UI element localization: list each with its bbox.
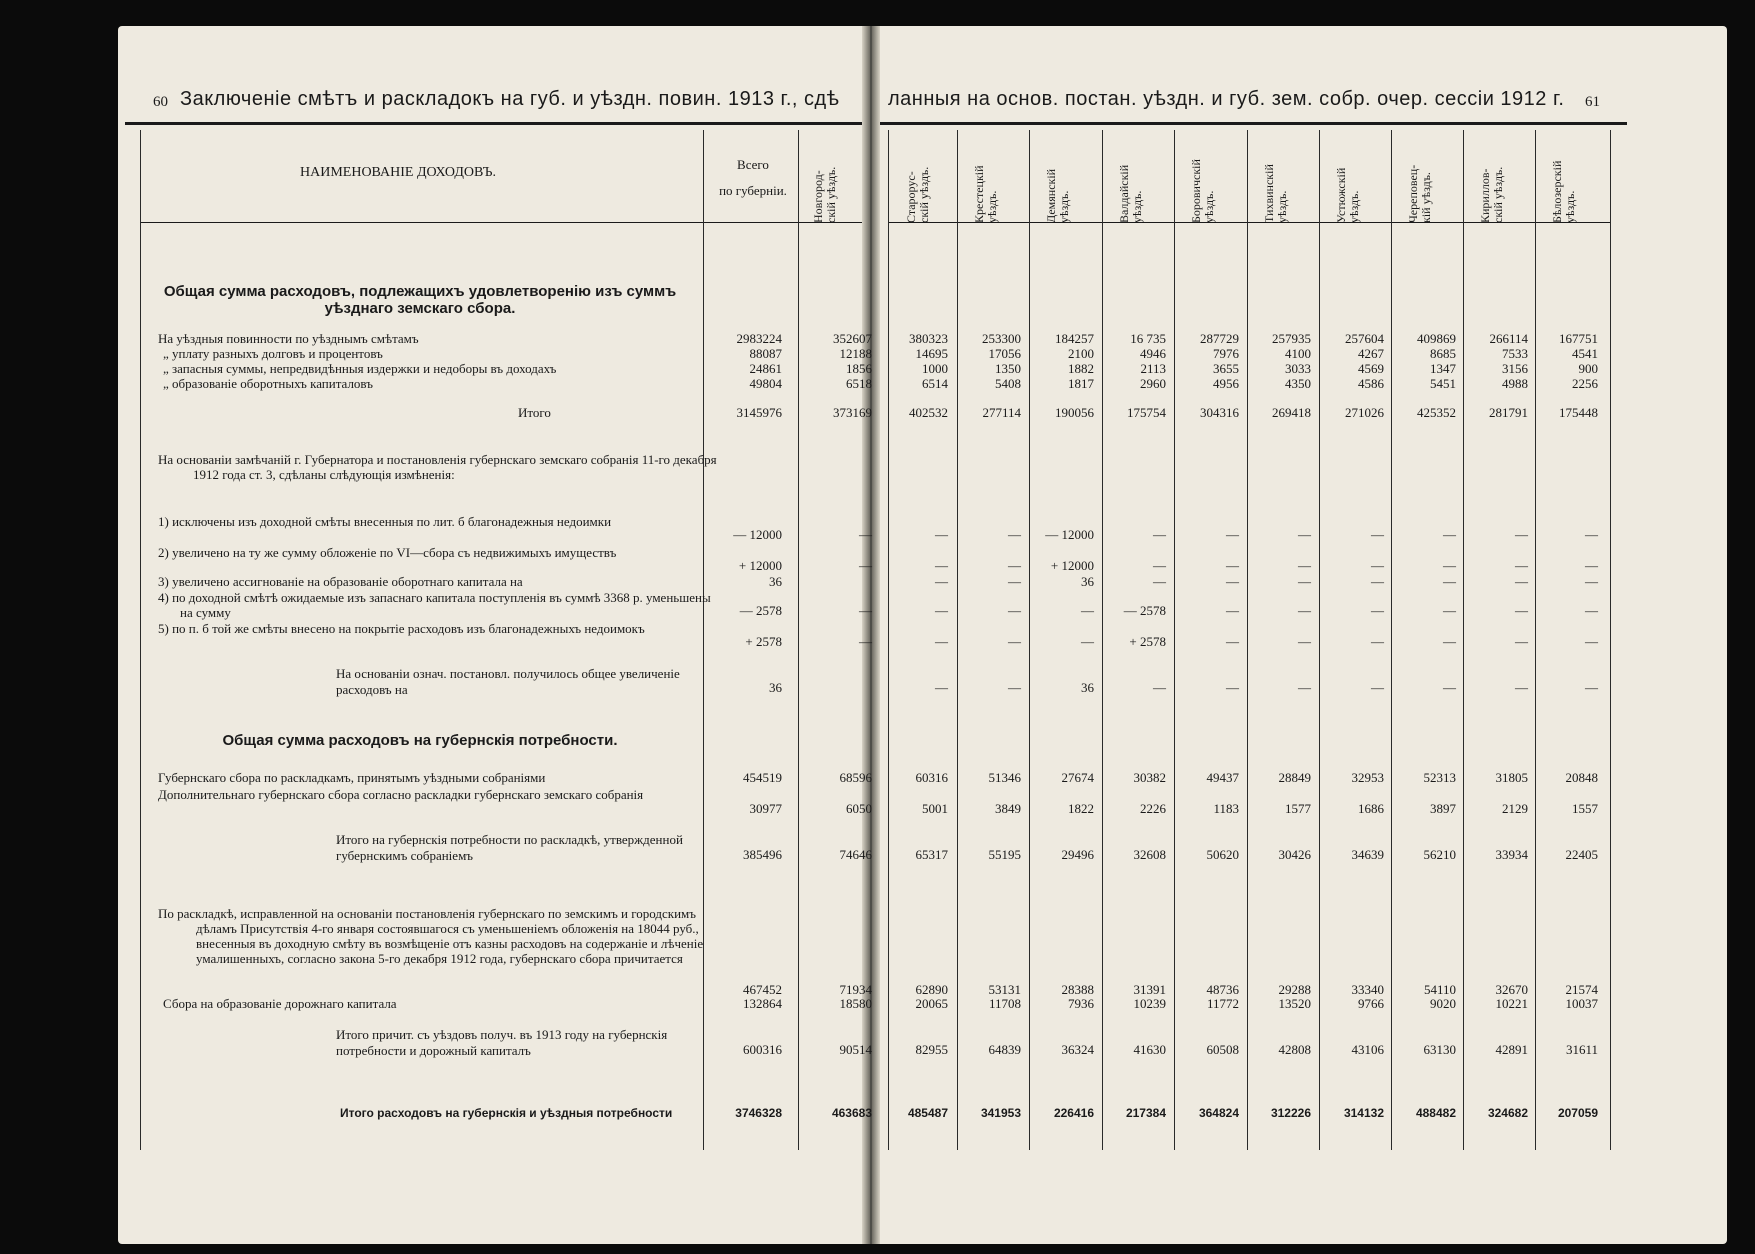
table-cell: 71934 — [839, 982, 872, 997]
table-cell: 24861 — [749, 361, 782, 376]
table-cell: 20065 — [915, 996, 948, 1011]
table-cell: 6514 — [922, 376, 948, 391]
table-cell: 54110 — [1423, 982, 1456, 997]
column-line — [1391, 130, 1392, 1150]
table-cell: — 12000 — [733, 527, 782, 542]
table-cell: — — [1298, 603, 1311, 618]
table-cell: — — [1515, 574, 1528, 589]
table-cell: 4956 — [1213, 376, 1239, 391]
table-cell: 36 — [1081, 680, 1094, 695]
table-cell: — — [1585, 574, 1598, 589]
table-cell: — — [1515, 680, 1528, 695]
table-cell: 600316 — [743, 1042, 782, 1057]
row-label-note: На основаніи замѣчаній г. Губернатора и постановленія губернскаго земскаго собранія 11-го декабря 1912 года ст. 3, сдѣланы слѣдующія измѣненія: — [158, 452, 717, 482]
row-label: 2) увеличено на ту же сумму обложеніе по VI—сбора съ недвижимыхъ имуществъ — [158, 545, 617, 560]
table-cell: 49804 — [749, 376, 782, 391]
table-cell: 312226 — [1270, 1106, 1311, 1120]
row-label: Дополнительнаго губернскаго сбора согласно раскладки губернскаго земскаго собранія — [158, 787, 644, 802]
table-cell: 27674 — [1061, 770, 1094, 785]
table-cell: 1882 — [1068, 361, 1094, 376]
table-cell: — — [1371, 603, 1384, 618]
table-cell: — 2578 — [1123, 603, 1166, 618]
row-label: „ уплату разныхъ долговъ и процентовъ — [163, 346, 383, 361]
total-column-heading: Всего по губерніи. — [719, 157, 787, 198]
table-cell: 28388 — [1061, 982, 1094, 997]
table-cell: — — [1585, 527, 1598, 542]
table-cell: 226416 — [1053, 1106, 1094, 1120]
table-cell: 10037 — [1565, 996, 1598, 1011]
label-column-heading: НАИМЕНОВАНІЕ ДОХОДОВЪ. — [300, 165, 496, 180]
table-cell: — — [1515, 634, 1528, 649]
row-label-total: На основаніи означ. постановл. получилось общее увеличеніе расходовъ на — [336, 666, 680, 697]
table-cell: — — [935, 680, 948, 695]
column-line — [1247, 130, 1248, 1150]
table-cell: 271026 — [1345, 405, 1384, 420]
section-heading-district: Общая сумма расходовъ, подлежащихъ удовлетворенію изъ суммъ уѣзднаго земскаго сбора. — [163, 283, 677, 317]
table-cell: — — [1371, 574, 1384, 589]
table-cell: — — [1443, 558, 1456, 573]
district-heading: Череповец- кій уѣздъ. — [1406, 164, 1433, 223]
table-cell: 287729 — [1200, 331, 1239, 346]
district-heading: Валдайскій уѣздъ. — [1117, 164, 1144, 223]
table-cell: — 12000 — [1045, 527, 1094, 542]
table-cell: — — [1153, 558, 1166, 573]
table-cell: 60508 — [1206, 1042, 1239, 1057]
row-label: „ запасныя суммы, непредвидѣнныя издержки и недоборы въ доходахъ — [163, 361, 557, 376]
table-cell: 5451 — [1430, 376, 1456, 391]
table-cell: 175448 — [1559, 405, 1598, 420]
row-label: 4) по доходной смѣтѣ ожидаемые изъ запаснаго капитала поступленія въ суммѣ 3368 р. уменьшены на сумму — [158, 590, 711, 620]
table-cell: 485487 — [907, 1106, 948, 1120]
table-cell: 2129 — [1502, 801, 1528, 816]
table-cell: 20848 — [1565, 770, 1598, 785]
column-line — [1029, 130, 1030, 1150]
table-cell: 1577 — [1285, 801, 1311, 816]
table-cell: — — [1081, 634, 1094, 649]
table-cell: 463683 — [831, 1106, 872, 1120]
table-cell: 314132 — [1343, 1106, 1384, 1120]
table-cell: 3145976 — [736, 405, 782, 420]
table-cell: 1347 — [1430, 361, 1456, 376]
table-cell: 257604 — [1345, 331, 1384, 346]
column-line — [703, 130, 704, 1150]
table-cell: — — [1008, 603, 1021, 618]
table-cell: — — [1008, 574, 1021, 589]
table-cell: — — [1008, 634, 1021, 649]
table-cell: 900 — [1578, 361, 1598, 376]
row-label-total: Итого — [518, 405, 551, 420]
table-cell: 8685 — [1430, 346, 1456, 361]
left-page-number: 60 — [153, 94, 168, 110]
table-cell: 253300 — [982, 331, 1021, 346]
table-cell: 1350 — [995, 361, 1021, 376]
table-cell: 31805 — [1495, 770, 1528, 785]
table-cell: 277114 — [982, 405, 1021, 420]
table-cell: 11772 — [1206, 996, 1239, 1011]
column-line — [1610, 130, 1611, 1150]
table-cell: — — [1298, 574, 1311, 589]
table-cell: 3033 — [1285, 361, 1311, 376]
table-cell: 1557 — [1572, 801, 1598, 816]
table-cell: — — [1226, 558, 1239, 573]
table-cell: 4586 — [1358, 376, 1384, 391]
table-cell: 2113 — [1140, 361, 1166, 376]
table-cell: + 2578 — [745, 634, 782, 649]
table-cell: 2226 — [1140, 801, 1166, 816]
table-cell: 16 735 — [1130, 331, 1166, 346]
table-cell: 7936 — [1068, 996, 1094, 1011]
column-header-rule-left — [140, 222, 862, 223]
table-cell: 4100 — [1285, 346, 1311, 361]
table-cell: 34639 — [1351, 847, 1384, 862]
table-cell: 56210 — [1423, 847, 1456, 862]
table-cell: 6050 — [846, 801, 872, 816]
table-cell: + 2578 — [1129, 634, 1166, 649]
header-rule-left — [125, 122, 862, 125]
table-cell: 5408 — [995, 376, 1021, 391]
table-cell: 467452 — [743, 982, 782, 997]
row-label: „ образованіе оборотныхъ капиталовъ — [163, 376, 373, 391]
table-cell: — — [859, 603, 872, 618]
table-cell: 190056 — [1055, 405, 1094, 420]
table-cell: — — [1585, 680, 1598, 695]
district-heading: Кириллов- скій уѣздъ. — [1478, 166, 1505, 223]
table-cell: — — [935, 574, 948, 589]
district-heading: Тихвинскій уѣздъ. — [1262, 164, 1289, 223]
table-cell: 2256 — [1572, 376, 1598, 391]
table-cell: 36324 — [1061, 1042, 1094, 1057]
table-cell: 217384 — [1125, 1106, 1166, 1120]
table-cell: 2983224 — [736, 331, 782, 346]
table-cell: 60316 — [915, 770, 948, 785]
table-cell: 82955 — [915, 1042, 948, 1057]
table-cell: 409869 — [1417, 331, 1456, 346]
table-cell: 17056 — [988, 346, 1021, 361]
table-cell: 3746328 — [735, 1106, 782, 1120]
column-line — [798, 130, 799, 1150]
table-cell: 13520 — [1278, 996, 1311, 1011]
table-cell: — — [1226, 574, 1239, 589]
table-cell: 4350 — [1285, 376, 1311, 391]
table-cell: — — [1371, 558, 1384, 573]
table-cell: 6518 — [846, 376, 872, 391]
table-cell: — — [1585, 634, 1598, 649]
table-cell: 12188 — [839, 346, 872, 361]
table-cell: 352607 — [833, 331, 872, 346]
table-cell: 402532 — [909, 405, 948, 420]
district-heading: Демянскій уѣздъ. — [1044, 168, 1071, 223]
table-cell: 385496 — [743, 847, 782, 862]
table-cell: 28849 — [1278, 770, 1311, 785]
table-cell: 4267 — [1358, 346, 1384, 361]
table-cell: 22405 — [1565, 847, 1598, 862]
table-cell: 51346 — [988, 770, 1021, 785]
table-cell: 42891 — [1495, 1042, 1528, 1057]
table-cell: — — [1298, 527, 1311, 542]
district-heading: Бѣлозерскій уѣздъ. — [1550, 160, 1577, 223]
table-cell: 88087 — [749, 346, 782, 361]
table-cell: 43106 — [1351, 1042, 1384, 1057]
table-cell: — — [1226, 680, 1239, 695]
row-label: 5) по п. б той же смѣты внесено на покрытіе расходовъ изъ благонадежныхъ недоимокъ — [158, 621, 645, 636]
table-cell: 68596 — [839, 770, 872, 785]
table-cell: 65317 — [915, 847, 948, 862]
table-cell: 3849 — [995, 801, 1021, 816]
table-cell: 74646 — [839, 847, 872, 862]
table-cell: 4988 — [1502, 376, 1528, 391]
table-cell: 31611 — [1565, 1042, 1598, 1057]
table-cell: 36 — [769, 680, 782, 695]
table-cell: 341953 — [980, 1106, 1021, 1120]
table-cell: 373169 — [833, 405, 872, 420]
column-line — [1174, 130, 1175, 1150]
row-label-total: Итого причит. съ уѣздовъ получ. въ 1913 году на губернскія потребности и дорожный капиталъ — [336, 1027, 668, 1058]
table-cell: 30426 — [1278, 847, 1311, 862]
district-heading: Крестецкій уѣздъ. — [972, 165, 999, 223]
table-cell: — — [1515, 603, 1528, 618]
table-cell: 364824 — [1198, 1106, 1239, 1120]
table-cell: 49437 — [1206, 770, 1239, 785]
table-cell: 11708 — [988, 996, 1021, 1011]
table-cell: 269418 — [1272, 405, 1311, 420]
table-cell: — — [1443, 603, 1456, 618]
table-cell: 41630 — [1133, 1042, 1166, 1057]
table-cell: 3156 — [1502, 361, 1528, 376]
row-label-grand-total: Итого расходовъ на губернскія и уѣздныя потребности — [340, 1106, 673, 1120]
column-line — [957, 130, 958, 1150]
table-cell: — — [1298, 634, 1311, 649]
table-cell: 454519 — [743, 770, 782, 785]
table-cell: — — [1008, 680, 1021, 695]
table-cell: — — [1371, 527, 1384, 542]
table-cell: 42808 — [1278, 1042, 1311, 1057]
table-cell: 30977 — [749, 801, 782, 816]
table-cell: — — [1443, 527, 1456, 542]
table-cell: 266114 — [1489, 331, 1528, 346]
table-cell: — — [1226, 634, 1239, 649]
column-line — [1535, 130, 1536, 1150]
table-cell: 33934 — [1495, 847, 1528, 862]
table-cell: 14695 — [915, 346, 948, 361]
table-cell: 7976 — [1213, 346, 1239, 361]
header-title-right: ланныя на основ. постан. уѣздн. и губ. зем. собр. очер. сессіи 1912 г. — [888, 88, 1565, 110]
table-cell: — — [1515, 527, 1528, 542]
table-cell: — — [1153, 527, 1166, 542]
table-cell: 488482 — [1415, 1106, 1456, 1120]
section-heading-provincial: Общая сумма расходовъ на губернскія потребности. — [222, 732, 618, 749]
header-rule-right — [880, 122, 1627, 125]
table-cell: 304316 — [1200, 405, 1239, 420]
table-cell: 32670 — [1495, 982, 1528, 997]
row-label: 3) увеличено ассигнованіе на образованіе оборотнаго капитала на — [158, 574, 523, 589]
table-cell: 29496 — [1061, 847, 1094, 862]
table-cell: 32953 — [1351, 770, 1384, 785]
table-cell: 7533 — [1502, 346, 1528, 361]
table-cell: + 12000 — [1050, 558, 1094, 573]
table-cell: — — [935, 527, 948, 542]
table-cell: 36 — [769, 574, 782, 589]
table-cell: 4946 — [1140, 346, 1166, 361]
table-cell: — — [935, 558, 948, 573]
column-line — [888, 130, 889, 1150]
table-cell: — — [935, 634, 948, 649]
table-cell: — — [1443, 634, 1456, 649]
table-cell: 167751 — [1559, 331, 1598, 346]
table-cell: — — [1443, 680, 1456, 695]
table-cell: — — [859, 558, 872, 573]
table-cell: 324682 — [1487, 1106, 1528, 1120]
column-line — [140, 130, 141, 1150]
column-line — [1463, 130, 1464, 1150]
table-cell: 21574 — [1565, 982, 1598, 997]
table-cell: 30382 — [1133, 770, 1166, 785]
table-cell: — — [1226, 603, 1239, 618]
table-cell: 380323 — [909, 331, 948, 346]
table-cell: 5001 — [922, 801, 948, 816]
table-cell: — — [1298, 558, 1311, 573]
table-cell: 3897 — [1430, 801, 1456, 816]
table-cell: — — [1298, 680, 1311, 695]
table-cell: — — [1371, 680, 1384, 695]
table-cell: 207059 — [1557, 1106, 1598, 1120]
table-cell: 175754 — [1127, 405, 1166, 420]
table-cell: — — [1443, 574, 1456, 589]
table-cell: — — [1008, 527, 1021, 542]
table-cell: 1000 — [922, 361, 948, 376]
table-cell: 1856 — [846, 361, 872, 376]
table-cell: — — [1153, 574, 1166, 589]
row-label-total: Итого на губернскія потребности по раскладкѣ, утвержденной губернскимъ собраніемъ — [336, 832, 683, 863]
table-cell: 9766 — [1358, 996, 1384, 1011]
table-cell: — — [859, 634, 872, 649]
table-cell: 2960 — [1140, 376, 1166, 391]
table-cell: — — [935, 603, 948, 618]
table-cell: 55195 — [988, 847, 1021, 862]
table-cell: 33340 — [1351, 982, 1384, 997]
table-cell: 2100 — [1068, 346, 1094, 361]
table-cell: 4541 — [1572, 346, 1598, 361]
district-heading: Новгород- скій уѣздъ. — [811, 166, 838, 223]
table-cell: 1183 — [1213, 801, 1239, 816]
table-cell: 1686 — [1358, 801, 1384, 816]
table-cell: 63130 — [1423, 1042, 1456, 1057]
table-cell: 29288 — [1278, 982, 1311, 997]
table-cell: 36 — [1081, 574, 1094, 589]
table-cell: 90514 — [839, 1042, 872, 1057]
table-cell: — — [1153, 680, 1166, 695]
table-cell: 64839 — [988, 1042, 1021, 1057]
table-cell: 10221 — [1495, 996, 1528, 1011]
table-cell: — 2578 — [739, 603, 782, 618]
row-label: На уѣздныя повинности по уѣзднымъ смѣтамъ — [158, 331, 419, 346]
table-cell: 32608 — [1133, 847, 1166, 862]
header-title-left: Заключеніе смѣтъ и раскладокъ на губ. и уѣздн. повин. 1913 г., сдѣ — [180, 88, 840, 110]
table-cell: 52313 — [1423, 770, 1456, 785]
table-cell: 257935 — [1272, 331, 1311, 346]
district-heading: Устюжскій уѣздъ. — [1334, 167, 1361, 223]
table-cell: 184257 — [1055, 331, 1094, 346]
table-cell: 1822 — [1068, 801, 1094, 816]
table-cell: 53131 — [988, 982, 1021, 997]
table-cell: 62890 — [915, 982, 948, 997]
table-cell: — — [1008, 558, 1021, 573]
row-label: По раскладкѣ, исправленной на основаніи постановленія губернскаго по земскимъ и городскимъ дѣламъ Присутствія 4-го января состоявшагося съ уменьшеніемъ обложенія на 18044 руб., внесенныя въ доходную смѣту въ возмѣщеніе отъ казны расходовъ на содержаніе и лѣченіе умалишенныхъ, согласно закона 5-го декабря 1912 года, губернскаго сбора причитается — [158, 906, 704, 966]
table-cell: + 12000 — [738, 558, 782, 573]
row-label: Сбора на образованіе дорожнаго капитала — [163, 996, 397, 1011]
table-cell: 132864 — [743, 996, 782, 1011]
table-cell: 4569 — [1358, 361, 1384, 376]
district-heading: Старорус- скій уѣздъ. — [904, 166, 931, 223]
table-cell: 281791 — [1489, 405, 1528, 420]
table-cell: 9020 — [1430, 996, 1456, 1011]
column-line — [1319, 130, 1320, 1150]
table-cell: — — [1371, 634, 1384, 649]
table-cell: — — [1515, 558, 1528, 573]
right-page-number: 61 — [1585, 94, 1600, 110]
table-cell: 1817 — [1068, 376, 1094, 391]
table-cell: 31391 — [1133, 982, 1166, 997]
table-cell: 10239 — [1133, 996, 1166, 1011]
district-heading: Боровичскій уѣздъ. — [1189, 159, 1216, 223]
table-cell: 48736 — [1206, 982, 1239, 997]
table-cell: 3655 — [1213, 361, 1239, 376]
table-cell: 50620 — [1206, 847, 1239, 862]
column-line — [1102, 130, 1103, 1150]
table-cell: — — [859, 527, 872, 542]
table-cell: — — [1081, 603, 1094, 618]
table-cell: 18580 — [839, 996, 872, 1011]
table-cell: — — [1585, 558, 1598, 573]
row-label: Губернскаго сбора по раскладкамъ, принятымъ уѣздными собраніями — [158, 770, 546, 785]
table-cell: — — [1226, 527, 1239, 542]
table-cell: 425352 — [1417, 405, 1456, 420]
table-cell: — — [1585, 603, 1598, 618]
row-label: 1) исключены изъ доходной смѣты внесенныя по лит. б благонадежныя недоимки — [158, 514, 612, 529]
